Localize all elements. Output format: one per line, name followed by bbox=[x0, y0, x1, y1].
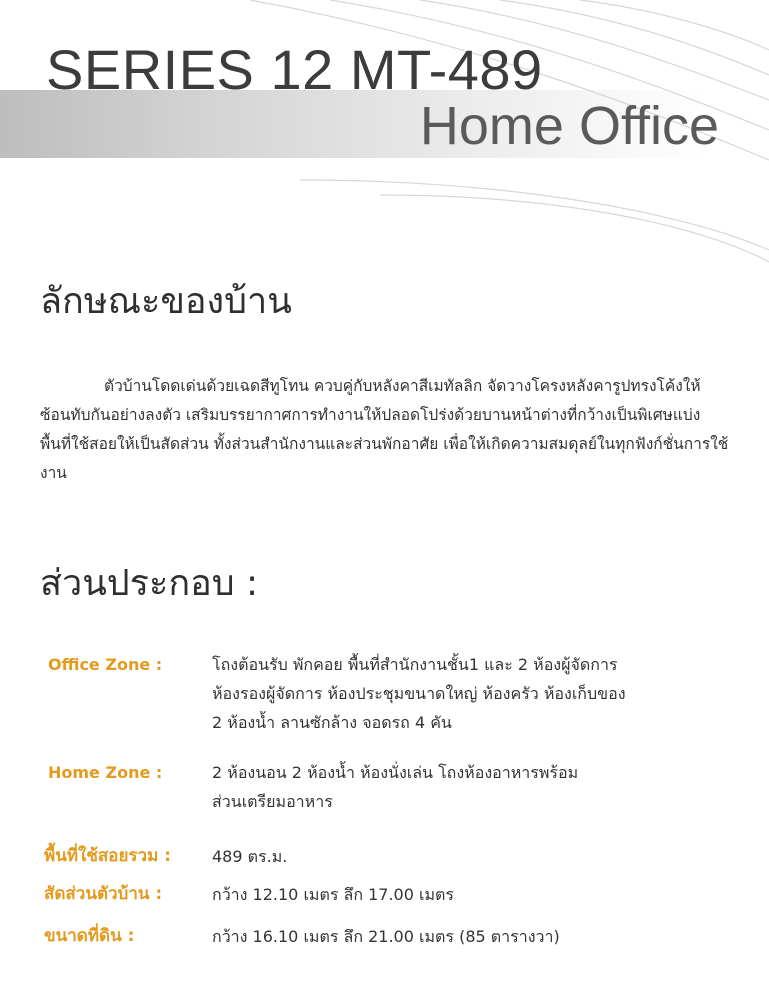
office-zone-line: โถงต้อนรับ พักคอย พื้นที่สำนักงานชั้น1 และ 2 ห้องผู้จัดการ bbox=[212, 655, 618, 674]
spec-label: ขนาดที่ดิน : bbox=[44, 926, 135, 946]
home-zone-value bbox=[212, 758, 732, 816]
subtitle: Home Office bbox=[419, 96, 719, 156]
spec-value: กว้าง 12.10 เมตร ลึก 17.00 เมตร bbox=[212, 885, 454, 904]
office-zone-line: ห้องรองผู้จัดการ ห้องประชุมขนาดใหญ่ ห้องครัว ห้องเก็บของ bbox=[212, 684, 626, 703]
office-zone-value bbox=[212, 650, 732, 737]
office-zone-label: Office Zone : bbox=[48, 655, 163, 674]
description-text: ตัวบ้านโดดเด่นด้วยเฉดสีทูโทน ควบคู่กับหลังคาสีเมทัลลิก จัดวางโครงหลังคารูปทรงโค้งให้ซ้อนทับกันอย่างลงตัว เสริมบรรยากาศการทำงานให้ปลอดโปร่งด้วยบานหน้าต่างที่กว้างเป็นพิเศษแบ่งพื้นที่ใช้สอยให้เป็นสัดส่วน ทั้งส่วนสำนักงานและส่วนพักอาศัย เพื่อให้เกิดความสมดุลย์ในทุกฟังก์ชั่นการใช้งาน bbox=[40, 377, 729, 482]
spec-value: กว้าง 16.10 เมตร ลึก 21.00 เมตร (85 ตารางวา) bbox=[212, 927, 560, 946]
series-title: SERIES 12 MT-489 bbox=[46, 38, 543, 101]
home-zone-label: Home Zone : bbox=[48, 763, 163, 782]
spec-label: พื้นที่ใช้สอยรวม : bbox=[44, 846, 172, 866]
home-zone-line: 2 ห้องนอน 2 ห้องน้ำ ห้องนั่งเล่น โถงห้องอาหารพร้อม bbox=[212, 763, 579, 782]
features-heading: ลักษณะของบ้าน bbox=[40, 281, 292, 322]
home-zone-line: ส่วนเตรียมอาหาร bbox=[212, 792, 333, 811]
spec-label: สัดส่วนตัวบ้าน : bbox=[44, 884, 163, 904]
spec-value: 489 ตร.ม. bbox=[212, 847, 288, 866]
components-heading: ส่วนประกอบ : bbox=[40, 563, 259, 604]
features-description bbox=[40, 372, 730, 488]
office-zone-line: 2 ห้องน้ำ ลานซักล้าง จอดรถ 4 คัน bbox=[212, 713, 452, 732]
